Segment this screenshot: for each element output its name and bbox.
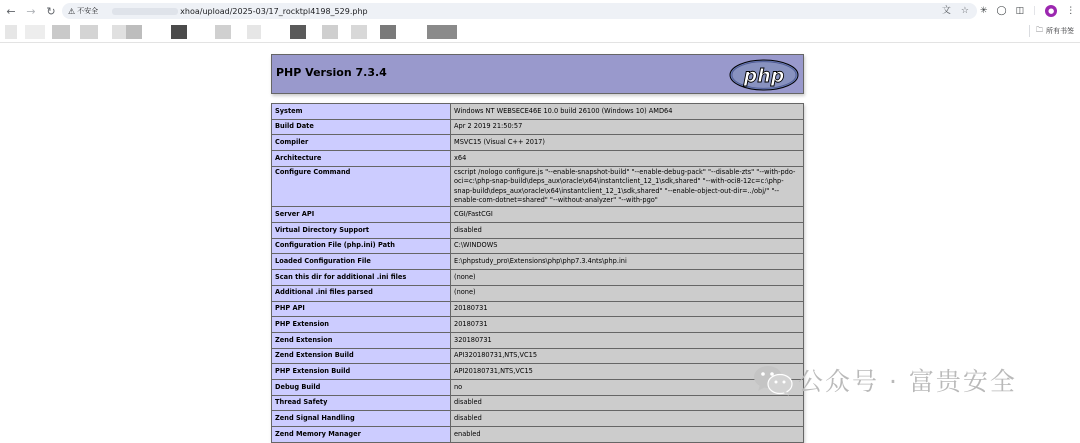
info-key: Compiler (272, 135, 451, 151)
bookmark-item[interactable] (380, 25, 396, 39)
info-value: API320180731,NTS,VC15 (451, 348, 804, 364)
info-value: 20180731 (451, 301, 804, 317)
info-key: Virtual Directory Support (272, 223, 451, 239)
bookmark-item[interactable] (112, 25, 126, 39)
security-label: 不安全 (77, 7, 99, 15)
info-key: Configure Command (272, 166, 451, 207)
all-bookmarks-label: 所有书签 (1046, 27, 1074, 35)
table-row (272, 207, 804, 223)
watermark-text: 公众号 · 富贵安全 (798, 367, 1017, 396)
php-logo-icon (729, 59, 799, 91)
bookmark-item[interactable] (351, 25, 367, 39)
forward-icon[interactable]: → (26, 4, 36, 18)
bookmarks-bar (0, 22, 1080, 43)
page-title: PHP Version 7.3.4 (276, 66, 387, 79)
warning-icon: ⚠ (68, 6, 76, 16)
info-value: disabled (451, 223, 804, 239)
info-value: C:\WINDOWS (451, 238, 804, 254)
reload-icon[interactable]: ↻ (46, 4, 56, 18)
info-key: Debug Build (272, 379, 451, 395)
back-icon[interactable]: ← (6, 4, 16, 18)
table-row (272, 364, 804, 380)
extension-a-icon[interactable]: ✳ (980, 6, 988, 16)
address-bar[interactable] (62, 3, 977, 19)
info-key: Configuration File (php.ini) Path (272, 238, 451, 254)
table-row (272, 379, 804, 395)
info-key: Server API (272, 207, 451, 223)
info-value: Windows NT WEBSECE46E 10.0 build 26100 (Windows 10) AMD64 (451, 104, 804, 120)
bookmark-item[interactable] (25, 25, 45, 39)
bookmark-item[interactable] (80, 25, 98, 39)
table-row (272, 285, 804, 301)
info-value: 320180731 (451, 332, 804, 348)
table-row (272, 348, 804, 364)
all-bookmarks-button[interactable] (1029, 25, 1074, 37)
table-row (272, 427, 804, 443)
info-value: 20180731 (451, 317, 804, 333)
info-value: no (451, 379, 804, 395)
table-row (272, 151, 804, 167)
table-row (272, 317, 804, 333)
translate-icon[interactable]: 文 (941, 6, 951, 16)
wechat-icon (752, 363, 794, 397)
table-row (272, 254, 804, 270)
info-value: (none) (451, 285, 804, 301)
info-key: Additional .ini files parsed (272, 285, 451, 301)
bookmark-item[interactable] (171, 25, 187, 39)
table-row (272, 411, 804, 427)
php-info-table (271, 103, 804, 443)
info-key: Loaded Configuration File (272, 254, 451, 270)
info-key: System (272, 104, 451, 120)
star-icon[interactable]: ☆ (960, 6, 969, 16)
toolbar-divider: | (1033, 6, 1037, 16)
table-row (272, 166, 804, 207)
info-value: Apr 2 2019 21:50:57 (451, 119, 804, 135)
info-value: disabled (451, 395, 804, 411)
table-row (272, 301, 804, 317)
info-value: E:\phpstudy_pro\Extensions\php\php7.3.4nts\php.ini (451, 254, 804, 270)
info-value: cscript /nologo configure.js "--enable-snapshot-build" "--enable-debug-pack" "--disable-zts" "--with-pdo-oci=c:\php-snap-build\deps_aux\oracle\x64\instantclient_12_1\sdk,shared" "--with-oci8-12c=c:\php-snap-build\deps_aux\oracle\x64\instantclient_12_1\sdk,shared" "--enable-object-out-dir=../obj/" "--enable-com-dotnet=shared" "--without-analyzer" "--with-pgo" (451, 166, 804, 207)
extensions-icon[interactable]: ◫ (1015, 6, 1025, 16)
table-row (272, 135, 804, 151)
php-logo-text: php (743, 65, 785, 87)
bookmark-item[interactable] (5, 25, 17, 39)
info-key: Build Date (272, 119, 451, 135)
php-version-header (271, 54, 804, 94)
info-key: Scan this dir for additional .ini files (272, 270, 451, 286)
info-value: API20180731,NTS,VC15 (451, 364, 804, 380)
table-row (272, 332, 804, 348)
security-chip[interactable] (68, 6, 98, 16)
profile-icon[interactable]: ● (1045, 5, 1057, 17)
menu-icon[interactable]: ⋮ (1066, 6, 1076, 16)
phpinfo-page (271, 54, 804, 443)
bookmark-item[interactable] (322, 25, 338, 39)
bookmark-item[interactable] (215, 25, 231, 39)
info-value: CGI/FastCGI (451, 207, 804, 223)
info-value: MSVC15 (Visual C++ 2017) (451, 135, 804, 151)
info-value: x64 (451, 151, 804, 167)
folder-icon: 🗀 (1036, 25, 1043, 34)
info-value: disabled (451, 411, 804, 427)
table-row (272, 119, 804, 135)
bookmark-item[interactable] (52, 25, 70, 39)
info-key: Zend Memory Manager (272, 427, 451, 443)
bookmark-item[interactable] (427, 25, 457, 39)
table-row (272, 104, 804, 120)
table-row (272, 238, 804, 254)
table-row (272, 223, 804, 239)
info-key: PHP Extension Build (272, 364, 451, 380)
url-redacted (112, 8, 178, 15)
info-key: PHP Extension (272, 317, 451, 333)
watermark (752, 362, 1017, 398)
info-key: PHP API (272, 301, 451, 317)
info-key: Zend Extension (272, 332, 451, 348)
url-text[interactable]: xhoa/upload/2025-03/17_rocktpl4198_529.php (180, 6, 368, 16)
extension-b-icon[interactable]: ◯ (996, 6, 1007, 16)
bookmark-item[interactable] (247, 25, 261, 39)
info-value: enabled (451, 427, 804, 443)
bookmark-item[interactable] (126, 25, 142, 39)
table-row (272, 270, 804, 286)
bookmark-item[interactable] (290, 25, 306, 39)
info-key: Architecture (272, 151, 451, 167)
info-key: Zend Extension Build (272, 348, 451, 364)
info-key: Thread Safety (272, 395, 451, 411)
browser-toolbar (0, 0, 1080, 22)
info-value: (none) (451, 270, 804, 286)
info-key: Zend Signal Handling (272, 411, 451, 427)
table-row (272, 395, 804, 411)
